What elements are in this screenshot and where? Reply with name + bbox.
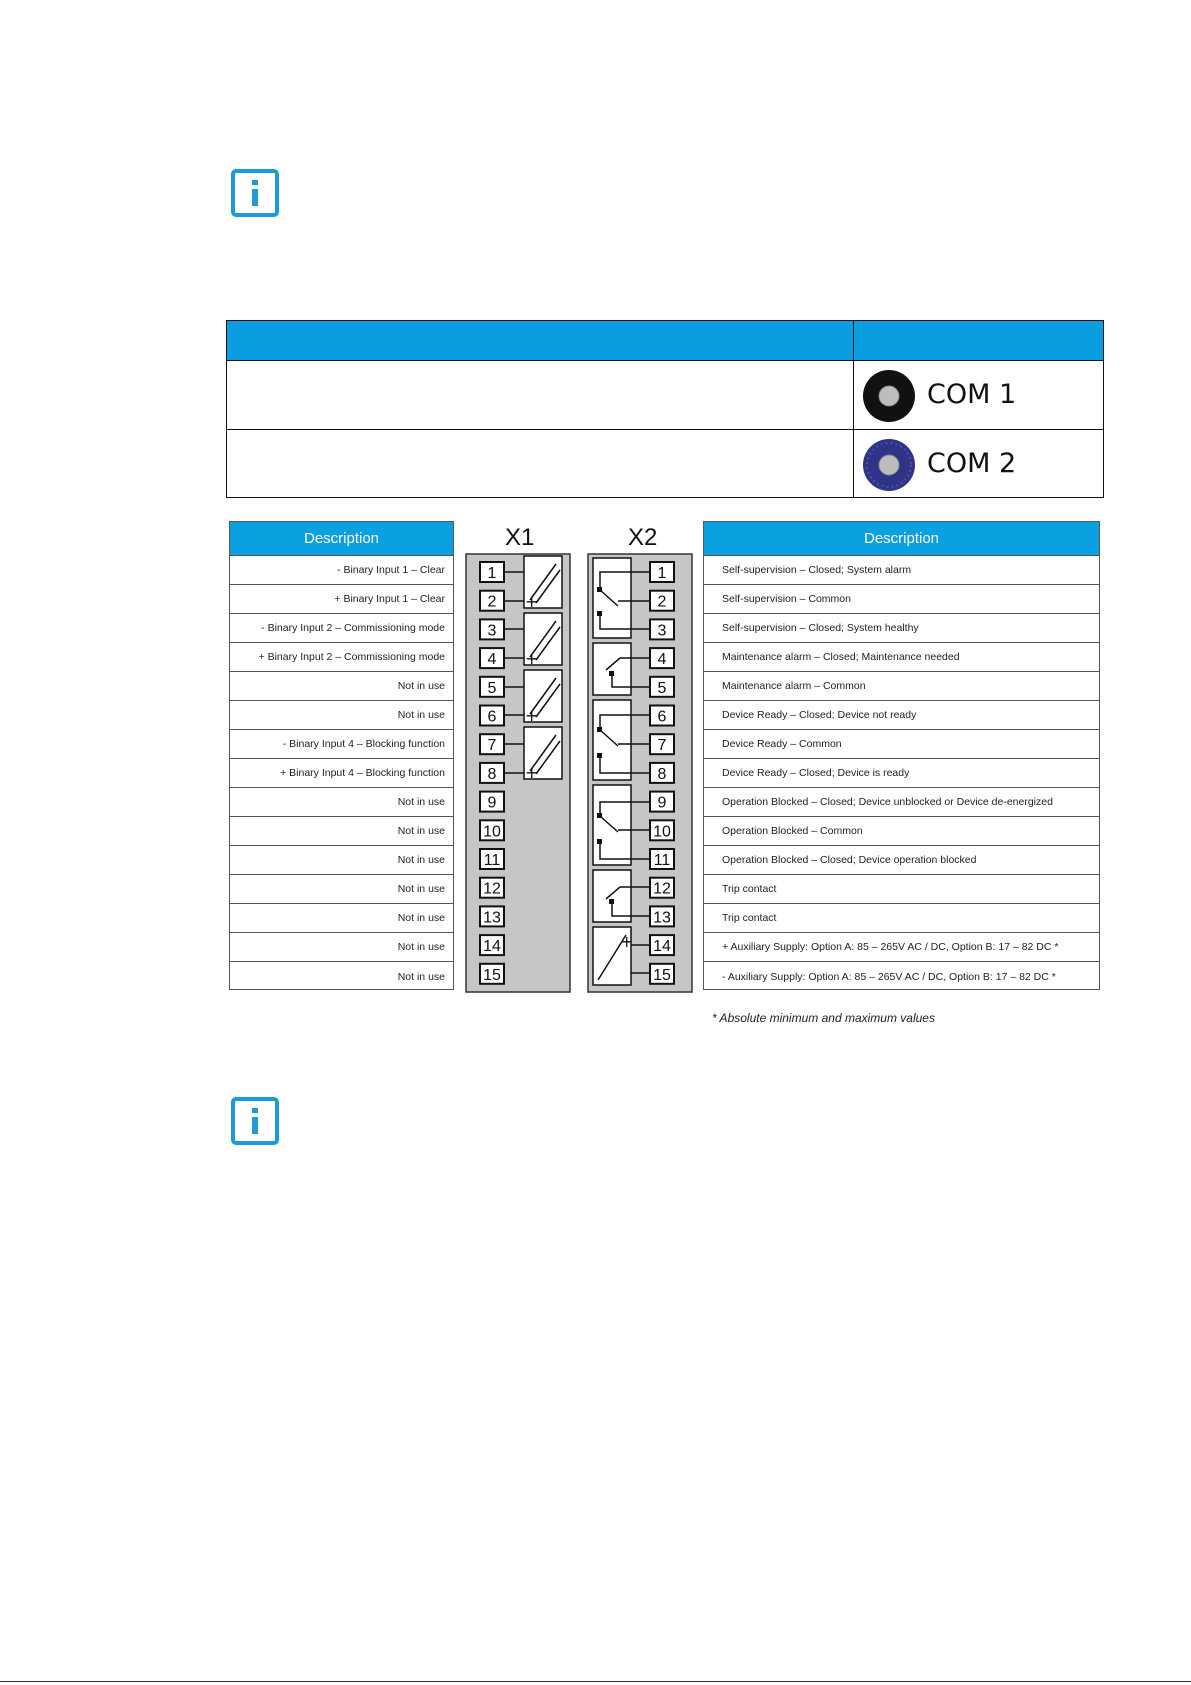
x2-terminal-number-15: 15	[653, 966, 671, 984]
x1-description-table	[229, 521, 454, 990]
x1-terminal-number-5: 5	[487, 679, 497, 697]
svg-text:+: +	[525, 706, 539, 725]
x1-terminals	[480, 562, 504, 984]
x2-row-10: Operation Blocked – Common	[704, 817, 1099, 846]
x1-terminal-number-8: 8	[487, 765, 497, 783]
x1-terminal-number-14: 14	[483, 938, 501, 956]
x1-row-2: + Binary Input 1 – Clear	[230, 585, 453, 614]
x1-row-9: Not in use	[230, 788, 453, 817]
x1-terminal-number-12: 12	[483, 880, 501, 898]
x1-row-15: Not in use	[397, 970, 445, 983]
info-icon	[230, 168, 280, 218]
info-icon-2	[230, 1096, 280, 1146]
x1-terminal-number-4: 4	[487, 651, 497, 669]
x1-row-10: Not in use	[230, 817, 453, 846]
x1-row-14: Not in use	[230, 933, 453, 962]
x2-row-13: Trip contact	[704, 904, 1099, 933]
x2-terminal-number-12: 12	[653, 880, 671, 898]
x1-row-3: - Binary Input 2 – Commissioning mode	[230, 614, 453, 643]
x2-terminals	[650, 562, 674, 984]
x1-terminal-number-1: 1	[487, 565, 497, 582]
x1-terminal-number-15: 15	[483, 966, 501, 984]
x1-row-7: - Binary Input 4 – Blocking function	[230, 730, 453, 759]
x1-terminal-number-10: 10	[483, 823, 501, 841]
com1-label: COM 1	[927, 379, 1017, 410]
x1-terminal-number-11: 11	[483, 852, 501, 869]
com1-port-icon	[861, 368, 917, 424]
x2-row-11: Operation Blocked – Closed; Device operation blocked	[704, 846, 1099, 875]
x1-row-13: Not in use	[230, 904, 453, 933]
x1-terminal-number-9: 9	[487, 794, 497, 812]
footnote: * Absolute minimum and maximum values	[712, 1011, 935, 1025]
svg-text:+: +	[525, 592, 539, 611]
x2-terminal-number-6: 6	[657, 708, 667, 726]
x1-terminal-number-7: 7	[487, 737, 497, 755]
x1-row-4: + Binary Input 2 – Commissioning mode	[230, 643, 453, 672]
x2-terminal-number-8: 8	[657, 765, 667, 783]
x1-row-11: Not in use	[230, 846, 453, 875]
x2-row-14: + Auxiliary Supply: Option A: 85 – 265V AC / DC, Option B: 17 – 82 DC *	[704, 933, 1099, 962]
x1-terminal-number-6: 6	[487, 708, 497, 726]
x1-row-6: Not in use	[230, 701, 453, 730]
x2-terminal-number-13: 13	[653, 909, 671, 927]
x1-terminal-number-3: 3	[487, 622, 497, 640]
x1-terminal-number-13: 13	[483, 909, 501, 927]
terminal-block-diagram	[460, 550, 700, 995]
x2-terminal-number-10: 10	[653, 823, 671, 841]
svg-text:+: +	[525, 763, 539, 782]
x2-description-header: Description	[704, 522, 1099, 556]
x2-row-8: Device Ready – Closed; Device is ready	[704, 759, 1099, 788]
svg-text:+: +	[620, 932, 634, 951]
svg-text:+: +	[525, 649, 539, 668]
x1-row-8: + Binary Input 4 – Blocking function	[230, 759, 453, 788]
com-row-1	[227, 360, 1103, 429]
x2-terminal-number-3: 3	[657, 622, 667, 640]
x2-description-table	[703, 521, 1100, 990]
x1-terminal-number-2: 2	[487, 593, 497, 611]
com-row-2	[227, 429, 1103, 497]
x2-relay-contacts	[593, 558, 634, 985]
x2-row-12: Trip contact	[704, 875, 1099, 904]
x1-row-1: - Binary Input 1 – Clear	[230, 556, 453, 585]
x2-row-6: Device Ready – Closed; Device not ready	[704, 701, 1099, 730]
x2-row-1: Self-supervision – Closed; System alarm	[704, 556, 1099, 585]
page-bottom-rule	[0, 1681, 1191, 1682]
x2-title: X2	[628, 524, 658, 551]
x2-terminal-number-4: 4	[657, 651, 667, 669]
x1-row-5: Not in use	[230, 672, 453, 701]
x2-row-4: Maintenance alarm – Closed; Maintenance needed	[704, 643, 1099, 672]
x2-terminal-number-11: 11	[653, 852, 671, 869]
x2-terminal-number-9: 9	[657, 794, 667, 812]
x2-terminal-number-1: 1	[657, 565, 667, 582]
com2-port-icon	[861, 437, 917, 493]
com-port-table	[226, 320, 1104, 498]
x1-row-12: Not in use	[230, 875, 453, 904]
x2-row-15: - Auxiliary Supply: Option A: 85 – 265V AC / DC, Option B: 17 – 82 DC *	[722, 970, 1056, 983]
x2-terminal-number-7: 7	[657, 737, 667, 755]
x2-terminal-number-2: 2	[657, 593, 667, 611]
x2-terminal-number-14: 14	[653, 938, 671, 956]
x1-description-header: Description	[230, 522, 453, 556]
x2-terminal-number-5: 5	[657, 679, 667, 697]
com2-label: COM 2	[927, 448, 1017, 479]
x2-row-9: Operation Blocked – Closed; Device unblocked or Device de-energized	[704, 788, 1099, 817]
x1-title: X1	[505, 524, 535, 551]
x2-row-3: Self-supervision – Closed; System healthy	[704, 614, 1099, 643]
x2-row-5: Maintenance alarm – Common	[704, 672, 1099, 701]
x2-row-7: Device Ready – Common	[704, 730, 1099, 759]
x2-row-2: Self-supervision – Common	[704, 585, 1099, 614]
com-table-header	[227, 321, 1103, 360]
